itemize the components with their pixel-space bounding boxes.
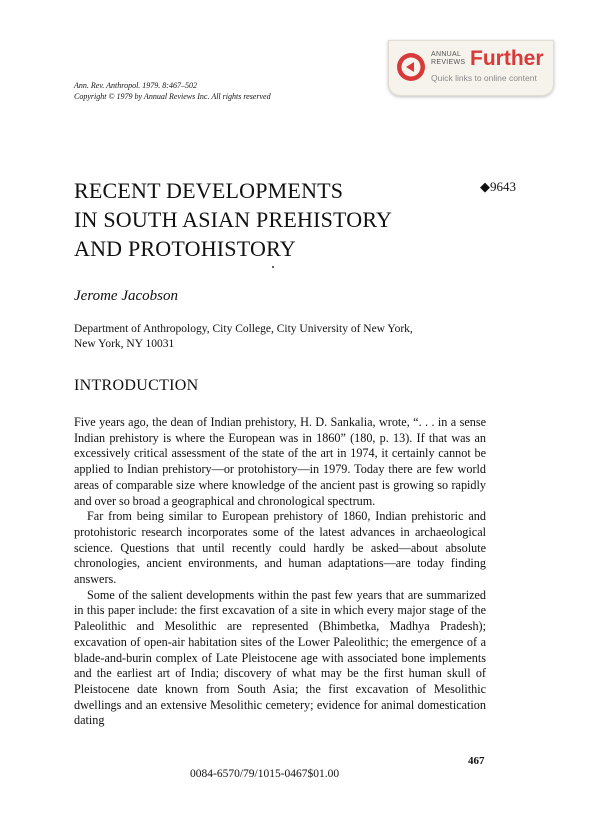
title-line: AND PROTOHISTORY: [74, 236, 296, 261]
badge-subtitle: Quick links to online content: [431, 73, 537, 83]
paragraph: Far from being similar to European prehistory of 1860, Indian prehistoric and protohistoric research incorporates some of the latest advances in archaeological science. Questions that until recently could hardly be asked—about absolute chronologies, ancient environments, and human adaptations—are today finding answers.: [74, 509, 486, 587]
journal-citation: [74, 80, 271, 102]
body-text: [74, 415, 486, 729]
author-name: Jerome Jacobson: [74, 288, 178, 304]
triangle-play-icon: [397, 53, 425, 81]
page-number: 467: [468, 755, 485, 767]
stray-dot: [272, 266, 274, 268]
badge-annual-reviews-label: [431, 51, 465, 67]
further-badge[interactable]: [388, 40, 554, 96]
title-line: RECENT DEVELOPMENTS: [74, 178, 344, 203]
citation-line: Ann. Rev. Anthropol. 1979. 8:467–502: [74, 81, 197, 90]
price-code: 0084-6570/79/1015-0467$01.00: [190, 768, 340, 780]
author-affiliation: [74, 322, 413, 352]
article-code: ◆9643: [480, 179, 516, 194]
paragraph: Some of the salient developments within the past few years that are summarized in this paper include: the first excavation of a site in which every major stage of the Paleolithic and Mesolithic are represented (Bhimbetka, Madhya Pradesh); excavation of open-air habitation sites of the Lower Paleolithic; the emergence of a blade-and-burin complex of Late Pleistocene age with associated bone implements and the earliest art of India; discovery of what may be the first human skull of Pleistocene date known from South Asia; the first excavation of Mesolithic dwellings and an extensive Mesolithic cemetery; evidence for animal domestication dating: [74, 587, 486, 728]
article-title: [74, 176, 392, 263]
affiliation-line: Department of Anthropology, City College, City University of New York,: [74, 323, 413, 335]
badge-further-label: Further: [470, 47, 544, 70]
badge-reviews-label: REVIEWS: [431, 59, 466, 66]
badge-annual-label: ANNUAL: [431, 51, 462, 58]
section-heading: INTRODUCTION: [74, 377, 199, 394]
title-line: IN SOUTH ASIAN PREHISTORY: [74, 207, 393, 232]
affiliation-line: New York, NY 10031: [74, 338, 175, 350]
copyright-line: Copyright © 1979 by Annual Reviews Inc. All rights reserved: [74, 92, 271, 101]
paragraph: Five years ago, the dean of Indian prehistory, H. D. Sankalia, wrote, “. . . in a sense Indian prehistory is where the European was in 1860” (180, p. 13). If that was an excessively critical assessment of the state of the art in 1974, it certainly cannot be applied to Indian prehistory—or protohistory—in 1979. Today there are few world areas of comparable size where knowledge of the ancient past is growing so rapidly and over so broad a geographical and chronological spectrum.: [74, 415, 486, 508]
